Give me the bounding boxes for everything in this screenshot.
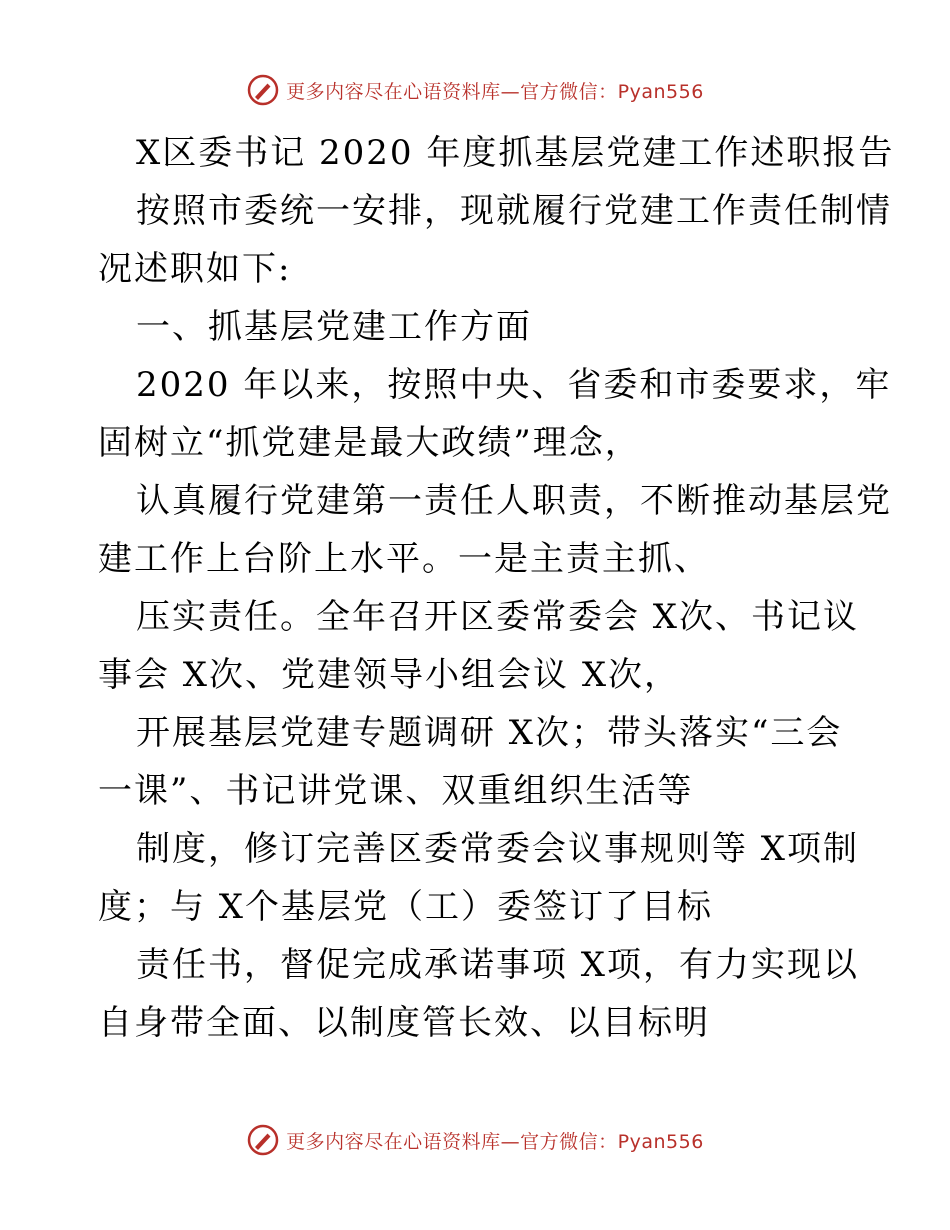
text-line: 固树立“抓党建是最大政绩”理念，: [98, 423, 641, 463]
text-line: 制度，修订完善区委常委会议事规则等 X项制: [136, 829, 860, 869]
watermark-text: 更多内容尽在心语资料库—官方微信：Pyan556: [286, 80, 704, 103]
paragraph-lines: [98, 182, 892, 1052]
text-line: 开展基层党建专题调研 X次；带头落实“三会: [136, 713, 843, 753]
text-line: 事会 X次、党建领导小组会议 X次，: [98, 655, 681, 695]
text-line: 况述职如下:: [98, 249, 292, 289]
text-line: 压实责任。全年召开区委常委会 X次、书记议: [136, 597, 860, 637]
brand-logo-icon: [246, 1123, 280, 1157]
watermark-banner-top: [0, 70, 950, 110]
text-line: 2020 年以来，按照中央、省委和市委要求，牢: [136, 365, 892, 405]
watermark-banner-bottom: [0, 1120, 950, 1160]
watermark-text: 更多内容尽在心语资料库—官方微信：Pyan556: [286, 1130, 704, 1153]
text-line: 建工作上台阶上水平。一是主责主抓、: [98, 539, 710, 579]
text-line: 一课”、书记讲党课、双重组织生活等: [98, 771, 694, 811]
text-line: 认真履行党建第一责任人职责，不断推动基层党: [136, 481, 892, 521]
document-body: [98, 124, 895, 1052]
text-line: 按照市委统一安排，现就履行党建工作责任制情: [136, 191, 892, 231]
text-line: 责任书，督促完成承诺事项 X项，有力实现以: [136, 945, 860, 985]
text-line: 度；与 X个基层党（工）委签订了目标: [98, 887, 714, 927]
text-line: 自身带全面、以制度管长效、以目标明: [98, 1003, 710, 1043]
text-line: 一、抓基层党建工作方面: [136, 307, 532, 347]
document-title: X区委书记 2020 年度抓基层党建工作述职报告: [136, 133, 895, 173]
brand-logo-icon: [246, 73, 280, 107]
